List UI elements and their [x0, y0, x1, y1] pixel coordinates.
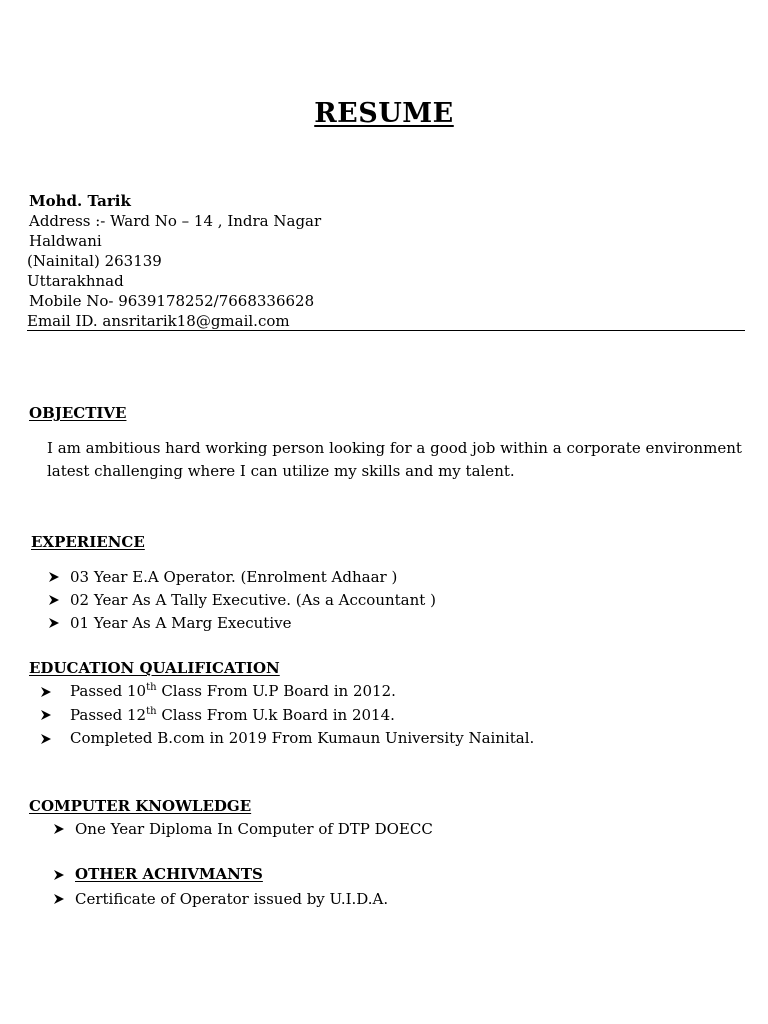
education-item-text: Passed 12	[70, 706, 147, 724]
education-item-text-end: Class From U.P Board in 2012.	[156, 682, 396, 700]
computer-knowledge-item: One Year Diploma In Computer of DTP DOECC	[75, 820, 433, 838]
objective-line-1: I am ambitious hard working person looking for a good job within a corporate environment	[47, 439, 742, 457]
education-item-text: Passed 10	[70, 682, 147, 700]
arrowhead-bullet-icon	[48, 617, 60, 629]
education-item	[70, 705, 395, 725]
computer-knowledge-heading: COMPUTER KNOWLEDGE	[29, 797, 252, 815]
experience-item: 01 Year As A Marg Executive	[70, 614, 292, 632]
achievements-heading: OTHER ACHIVMANTS	[75, 865, 263, 883]
experience-item: 02 Year As A Tally Executive. (As a Accountant )	[70, 591, 436, 609]
contact-divider	[27, 330, 745, 331]
page-title: RESUME	[314, 98, 454, 129]
education-heading: EDUCATION QUALIFICATION	[29, 659, 280, 677]
arrowhead-bullet-icon	[53, 823, 65, 835]
arrowhead-bullet-icon	[53, 893, 65, 905]
mobile-number: Mobile No- 9639178252/7668336628	[29, 292, 315, 310]
arrowhead-bullet-icon	[40, 686, 52, 698]
address-line-4: Uttarakhnad	[27, 272, 124, 290]
experience-heading: EXPERIENCE	[31, 533, 145, 551]
arrowhead-bullet-icon	[40, 733, 52, 745]
arrowhead-bullet-icon	[40, 709, 52, 721]
arrowhead-bullet-icon	[48, 594, 60, 606]
arrowhead-bullet-icon	[53, 869, 65, 881]
arrowhead-bullet-icon	[48, 571, 60, 583]
address-line-1: Address :- Ward No – 14 , Indra Nagar	[29, 212, 322, 230]
candidate-name: Mohd. Tarik	[29, 192, 131, 210]
achievements-item: Certificate of Operator issued by U.I.D.A.	[75, 890, 389, 908]
education-item-superscript: th	[146, 706, 157, 717]
experience-item: 03 Year E.A Operator. (Enrolment Adhaar )	[70, 568, 398, 586]
address-line-3: (Nainital) 263139	[27, 252, 162, 270]
education-item-text-end: Class From U.k Board in 2014.	[156, 706, 395, 724]
email-address: Email ID. ansritarik18@gmail.com	[27, 312, 290, 330]
education-item-superscript: th	[146, 682, 157, 693]
objective-line-2: latest challenging where I can utilize my skills and my talent.	[47, 462, 515, 480]
address-line-2: Haldwani	[29, 232, 102, 250]
education-item	[70, 728, 534, 748]
education-item-text: Completed B.com in 2019 From Kumaun University Nainital.	[70, 729, 535, 747]
education-item	[70, 681, 396, 701]
objective-heading: OBJECTIVE	[29, 404, 127, 422]
